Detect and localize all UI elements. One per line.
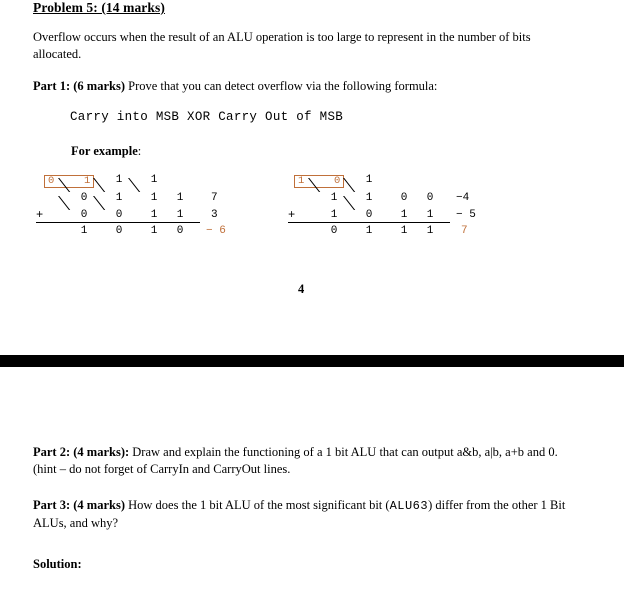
part1-label: Part 1: (6 marks) [33, 79, 125, 93]
carry-arrow-0 [308, 178, 322, 192]
operand-a-digit-3: 0 [426, 192, 434, 204]
result-digit-2: 1 [400, 225, 408, 237]
overflow-formula: Carry into MSB XOR Carry Out of MSB [70, 110, 344, 124]
part3-paragraph [33, 497, 581, 532]
operand-b-value: − 5 [456, 209, 476, 221]
page-title: Problem 5: (14 marks) [33, 0, 165, 15]
operand-a-digit-1: 1 [115, 192, 123, 204]
sum-rule-line [36, 222, 200, 223]
part1-paragraph [33, 78, 573, 95]
part1-text: Prove that you can detect overflow via the following formula: [125, 79, 438, 93]
carry-arrow-2 [343, 196, 357, 210]
carry-arrow-1 [343, 178, 357, 192]
carry-arrow-4 [93, 196, 107, 210]
result-digit-3: 0 [176, 225, 184, 237]
part2-label: Part 2: (4 marks): [33, 445, 130, 459]
part3-text-b: ) differ from the other 1 Bit ALUs, and why? [33, 498, 566, 530]
operand-b-digit-2: 1 [150, 209, 158, 221]
result-digit-0: 0 [330, 225, 338, 237]
plus-sign: + [288, 208, 296, 222]
operand-b-digit-0: 0 [80, 209, 88, 221]
for-example-bold: For example [71, 144, 138, 158]
addition-example-left [36, 172, 276, 242]
carry-box-digit-0: 1 [298, 175, 305, 187]
for-example-colon: : [137, 144, 142, 158]
carry-arrow-1 [93, 178, 107, 192]
carry-row-digit-1: 1 [150, 174, 158, 186]
addition-example-right [288, 172, 528, 242]
carry-box-digit-0: 0 [48, 175, 55, 187]
operand-a-digit-2: 1 [150, 192, 158, 204]
carry-row-digit-0: 1 [365, 174, 373, 186]
overflow-definition-paragraph: Overflow occurs when the result of an ALU operation is too large to represent in the number of bits allocated. [33, 30, 531, 61]
result-digit-2: 1 [150, 225, 158, 237]
plus-sign: + [36, 208, 44, 222]
result-value: 7 [461, 225, 468, 237]
operand-b-digit-0: 1 [330, 209, 338, 221]
part3-alu-reference: ALU63 [389, 499, 429, 513]
operand-a-digit-2: 0 [400, 192, 408, 204]
part3-label: Part 3: (4 marks) [33, 498, 125, 512]
result-digit-3: 1 [426, 225, 434, 237]
operand-a-digit-1: 1 [365, 192, 373, 204]
carry-row-digit-0: 1 [115, 174, 123, 186]
operand-b-digit-1: 0 [365, 209, 373, 221]
part3-text-a: How does the 1 bit ALU of the most significant bit ( [125, 498, 390, 512]
part2-text: Draw and explain the functioning of a 1 bit ALU that can output a&b, a|b, a+b and 0. (hint – do not forget of CarryIn and CarryOut lines. [33, 445, 558, 476]
sum-rule-line [288, 222, 450, 223]
part2-paragraph [33, 444, 581, 478]
carry-arrow-0 [58, 178, 72, 192]
carry-arrow-2 [128, 178, 142, 192]
operand-b-digit-3: 1 [426, 209, 434, 221]
page-separator [0, 355, 624, 367]
solution-label: Solution: [33, 557, 82, 571]
page-number: 4 [298, 282, 305, 296]
operand-b-value: 3 [211, 209, 218, 221]
carry-box-digit-1: 1 [84, 175, 91, 187]
carry-box-digit-1: 0 [334, 175, 341, 187]
operand-b-digit-2: 1 [400, 209, 408, 221]
result-value: − 6 [206, 225, 226, 237]
operand-a-digit-0: 1 [330, 192, 338, 204]
carry-arrow-3 [58, 196, 72, 210]
operand-a-value: −4 [456, 192, 470, 204]
operand-b-digit-1: 0 [115, 209, 123, 221]
result-digit-1: 1 [365, 225, 373, 237]
operand-a-digit-3: 1 [176, 192, 184, 204]
for-example-label [71, 144, 141, 159]
result-digit-0: 1 [80, 225, 88, 237]
operand-b-digit-3: 1 [176, 209, 184, 221]
operand-a-value: 7 [211, 192, 218, 204]
page-2-content [0, 367, 624, 605]
operand-a-digit-0: 0 [80, 192, 88, 204]
result-digit-1: 0 [115, 225, 123, 237]
